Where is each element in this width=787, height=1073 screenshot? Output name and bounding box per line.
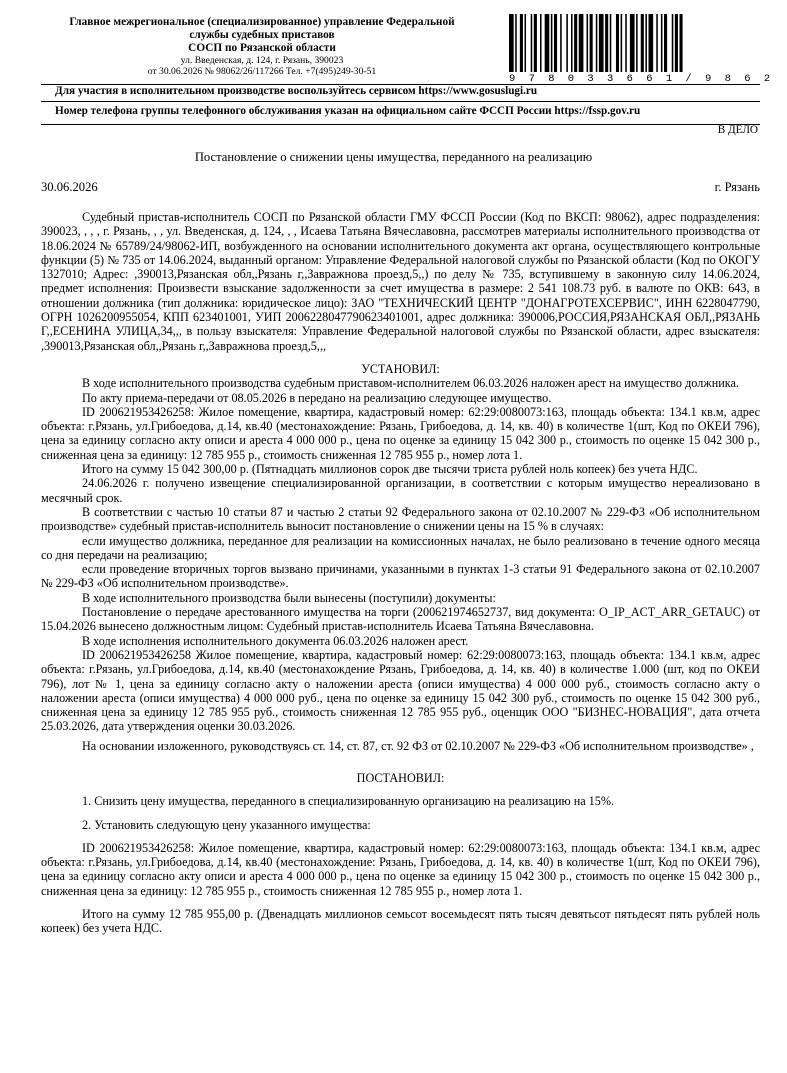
header-divider bbox=[41, 101, 760, 102]
barcode-bar bbox=[630, 14, 635, 72]
established-paragraph: ID 200621953426258 Жилое помещение, квартира, кадастровый номер: 62:29:0080073:163, площадь объекта: 134.1 кв.м, адрес объекта: г.Рязань, ул.Грибоедова, д.14, кв.40 (местонахождение Рязань, Грибоедова, д. 14, кв. 40) в количестве 1.000 (шт, код по ОКЕИ 796), лот № 1, цена за единицу согласно акту о наложении ареста (описи имущества) 4 000 000 руб., стоимость согласно акту о наложении ареста (описи имущества) 4 000 000 руб., цена по оценке за единицу 15 042 300 руб., стоимость по оценке 15 042 300 руб., сниженная цена за единицу 12 785 955 руб., стоимость сниженная 12 785 955 руб., оценщик ООО "БИЗНЕС-НОВАЦИЯ", дата отчета 25.03.2026, дата утверждения оценки 30.03.2026. bbox=[41, 647, 760, 734]
barcode-bar bbox=[571, 14, 573, 72]
barcode-bar bbox=[515, 14, 517, 72]
barcode-bar bbox=[661, 14, 663, 72]
established-paragraph: В соответствии с частью 10 статьи 87 и частью 2 статьи 92 Федерального закона от 02.10.2007 № 229-ФЗ «Об исполнительном производстве» судебный пристав-исполнитель выносит постановление о снижении цены на 15 % в случаях: bbox=[41, 504, 760, 534]
intro-paragraph: Судебный пристав-исполнитель СОСП по Рязанской области ГМУ ФССП России (Код по ВКСП: 98062), адрес подразделения: 390023, , , , г. Рязань, , , ул. Введенская, д. 124, , , Исаева Татьяна Вячеславовна, рассмотрев материалы исполнительного производства от 18.06.2024 № 65789/24/98062-ИП, возбужденного на основании исполнительного документа акт органа, осуществляющего контрольные функции (5) № 735 от 14.06.2024, выданный органом: Управление Федеральной налоговой службы по Рязанской области (Код по ОКОГУ 1327010; Адрес: ,390013,Рязанская обл,,Рязань г,,Завражнова проезд,5,,) по делу № 735, вступившему в законную силу 14.06.2024, предмет исполнения: Произвести взыскание задолженности за счет имущества в размере: 2 541 108.73 руб. в валюте по ОКВ: 643, в отношении должника (тип должника: юридическое лицо): ЗАО "ТЕХНИЧЕСКИЙ ЦЕНТР "ДОНАГРОТЕХСЕРВИС", ИНН 6228047790, ОГРН 1026200955054, КПП 623401001, УИП 2006228047790623401001, адрес должника: 390006,РОССИЯ,РЯЗАНСКАЯ ОБЛ,,РЯЗАНЬ Г,,ЕСЕНИНА УЛИЦА,34,,, в пользу взыскателя: Управление Федеральной налоговой службы по Рязанской области, адрес взыскателя: ,390013,Рязанская обл,,Рязань г,,Завражнова проезд,5,,, bbox=[41, 210, 760, 353]
barcode-bar bbox=[616, 14, 619, 72]
phone-note: Номер телефона группы телефонного обслуживания указан на официальном сайте ФССП России https://fssp.gov.ru bbox=[55, 105, 641, 117]
v-delo-mark: В ДЕЛО bbox=[717, 124, 758, 136]
barcode-bar bbox=[545, 14, 550, 72]
barcode-bar bbox=[566, 14, 568, 72]
document-reference: от 30.06.2026 № 98062/26/117266 Тел. +7(495)249-30-51 bbox=[147, 66, 377, 77]
barcode-bar bbox=[560, 14, 562, 72]
barcode-bar bbox=[596, 14, 598, 72]
barcode-bar bbox=[520, 14, 523, 72]
barcode-bar bbox=[641, 14, 644, 72]
resolved-heading: ПОСТАНОВИЛ: bbox=[356, 770, 445, 785]
established-paragraph: В ходе исполнительного производства были вынесены (поступили) документы: bbox=[82, 590, 496, 605]
established-paragraph: 24.06.2026 г. получено извещение специализированной организации, в соответствии с которым имущество нереализовано в месячный срок. bbox=[41, 476, 760, 505]
agency-name-line3: СОСП по Рязанской области bbox=[188, 42, 336, 54]
barcode-bar bbox=[672, 14, 674, 72]
agency-name-line2: службы судебных приставов bbox=[189, 29, 335, 41]
barcode-bar bbox=[610, 14, 612, 72]
barcode-bar bbox=[649, 14, 654, 72]
agency-block bbox=[41, 16, 483, 77]
barcode-bar bbox=[531, 14, 533, 72]
barcode-bar bbox=[675, 14, 678, 72]
resolved-paragraph: ID 200621953426258: Жилое помещение, квартира, кадастровый номер: 62:29:0080073:163, площадь объекта: 134.1 кв.м, адрес объекта: г.Рязань, ул.Грибоедова, д.14, кв.40 (местонахождение: Рязань, Грибоедова, д. 14, кв. 40) в количестве 1(шт, Код по ОКЕИ 796), цена за единицу согласно акту описи и ареста 4 000 000 р., цена по оценке за единицу 15 042 300 р., стоимость по оценке 15 042 300 р., сниженная цена за единицу: 12 785 955 р., стоимость сниженная 12 785 955 р., номер лота 1. bbox=[41, 840, 760, 898]
barcode-bar bbox=[664, 14, 667, 72]
barcode-bar bbox=[551, 14, 553, 72]
resolved-paragraph: 1. Снизить цену имущества, переданного в специализированную организацию на реализацию на 15%. bbox=[82, 794, 615, 809]
established-paragraph: Итого на сумму 15 042 300,00 р. (Пятнадцать миллионов сорок две тысячи триста рублей ноль копеек) без учета НДС. bbox=[82, 462, 698, 477]
barcode-bar bbox=[590, 14, 593, 72]
barcode-bar bbox=[599, 14, 604, 72]
barcode-bar bbox=[605, 14, 608, 72]
barcode-image bbox=[509, 14, 759, 72]
barcode-bar bbox=[540, 14, 542, 72]
barcode-bar bbox=[554, 14, 557, 72]
established-paragraph: если проведение вторичных торгов вызвано причинами, указанными в пунктах 1-3 статьи 91 Федерального закона от 02.10.2007 № 229-ФЗ «Об исполнительном производстве». bbox=[41, 562, 760, 591]
barcode-digits: 9 7 8 0 3 3 6 6 1 / 9 8 6 2 bbox=[509, 73, 774, 85]
document-header bbox=[41, 14, 774, 125]
established-paragraph: Постановление о передаче арестованного имущества на торги (200621974652737, вид документа: O_IP_ACT_ARR_GETAUC) от 15.04.2026 вынесено должностным лицом: Судебный пристав-исполнитель Исаева Татьяна Вячеславовна. bbox=[41, 605, 760, 634]
resolved-paragraph: 2. Установить следующую цену указанного имущества: bbox=[82, 817, 371, 832]
document-date: 30.06.2026 bbox=[41, 180, 98, 194]
established-heading: УСТАНОВИЛ: bbox=[361, 361, 440, 376]
established-paragraph: если имущество должника, переданное для реализации на комиссионных началах, не было реализовано в течение одного месяца со дня передачи на реализацию; bbox=[41, 533, 760, 562]
barcode-bar bbox=[574, 14, 577, 72]
established-paragraph: В ходе исполнения исполнительного документа 06.03.2026 наложен арест. bbox=[82, 633, 469, 648]
document-body bbox=[41, 210, 760, 936]
barcode-bar bbox=[534, 14, 537, 72]
resolved-paragraph: Итого на сумму 12 785 955,00 р. (Двенадцать миллионов семьсот восемьдесят пять тысяч девятьсот пятьдесят пять рублей ноль копеек) без учета НДС. bbox=[41, 907, 760, 936]
barcode-bar bbox=[645, 14, 647, 72]
barcode-bar bbox=[636, 14, 638, 72]
barcode-bar bbox=[621, 14, 623, 72]
barcode-bar bbox=[587, 14, 589, 72]
barcode-bar bbox=[579, 14, 584, 72]
barcode-bar bbox=[525, 14, 527, 72]
established-paragraph: На основании изложенного, руководствуясь ст. 14, ст. 87, ст. 92 ФЗ от 02.10.2007 № 229-ФЗ «Об исполнительном производстве» , bbox=[82, 738, 754, 753]
established-paragraph: В ходе исполнительного производства судебным приставом-исполнителем 06.03.2026 наложен арест на имущество должника. bbox=[82, 376, 739, 391]
barcode-bar bbox=[656, 14, 658, 72]
document-city: г. Рязань bbox=[714, 180, 760, 194]
established-paragraph: ID 200621953426258: Жилое помещение, квартира, кадастровый номер: 62:29:0080073:163, площадь объекта: 134.1 кв.м, адрес объекта: г.Рязань, ул.Грибоедова, д.14, кв.40 (местонахождение: Рязань, Грибоедова, д. 14, кв. 40) в количестве 1(шт, Код по ОКЕИ 796), цена за единицу согласно акту описи и ареста 4 000 000 р., цена по оценке за единицу 15 042 300 р., стоимость по оценке 15 042 300 р., сниженная цена за единицу: 12 785 955 р., стоимость сниженная 12 785 955 р., номер лота 1. bbox=[41, 404, 760, 462]
agency-address: ул. Введенская, д. 124, г. Рязань, 390023 bbox=[180, 55, 344, 66]
established-paragraph: По акту приема-передачи от 08.05.2026 в передано на реализацию следующее имущество. bbox=[82, 390, 552, 405]
barcode-bar bbox=[509, 14, 514, 72]
gosuslugi-note: Для участия в исполнительном производстве воспользуйтесь сервисом https://www.gosuslugi.ru bbox=[55, 85, 538, 97]
document-title: Постановление о снижении цены имущества, переданного на реализацию bbox=[194, 150, 593, 164]
barcode-bar bbox=[625, 14, 627, 72]
agency-name-line1: Главное межрегиональное (специализированное) управление Федеральной bbox=[69, 16, 455, 28]
barcode-bar bbox=[680, 14, 683, 72]
